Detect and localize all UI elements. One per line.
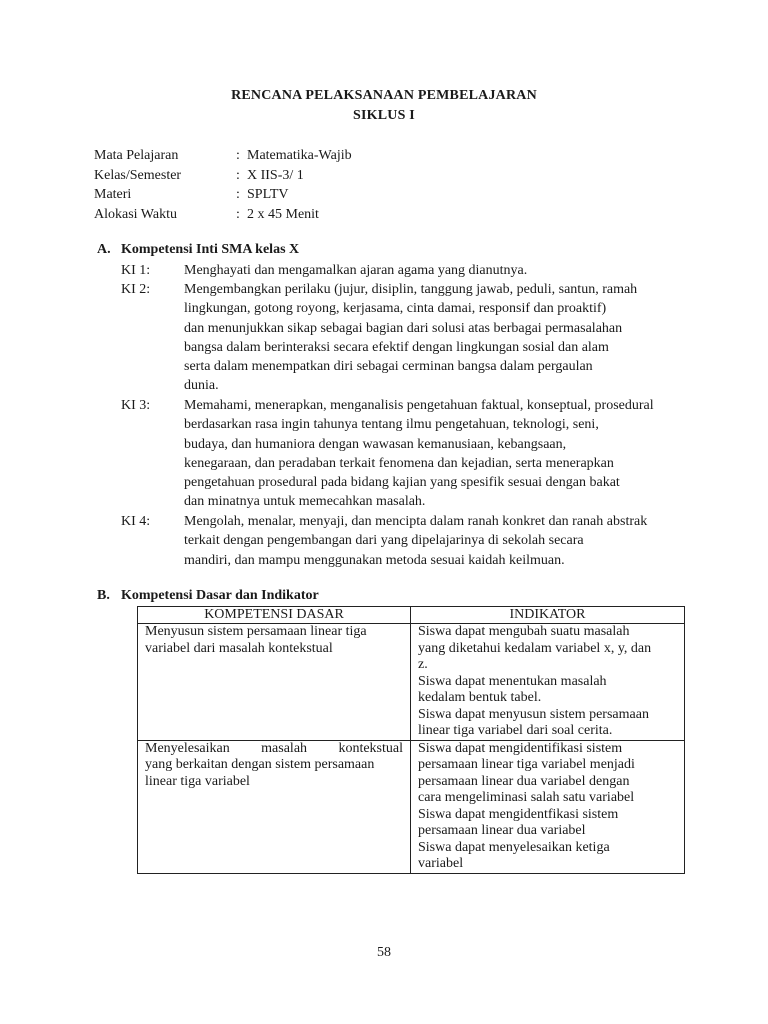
ki-line: bangsa dalam berinteraksi secara efektif dengan lingkungan sosial dan alam <box>184 339 609 355</box>
ki-line: terkait dengan pengembangan dari yang dipelajarinya di sekolah secara <box>184 533 584 549</box>
ki-1 <box>121 261 681 280</box>
info-colon: : <box>236 148 240 163</box>
info-label: Mata Pelajaran <box>94 148 179 163</box>
info-label: Alokasi Waktu <box>94 206 177 222</box>
info-row <box>94 166 352 186</box>
ki-4 <box>121 512 681 570</box>
ki-line: Mengembangkan perilaku (jujur, disiplin, tanggung jawab, peduli, santun, ramah <box>184 282 638 297</box>
ki-line: budaya, dan humaniora dengan wawasan kemanusiaan, kebangsaan, <box>184 436 567 452</box>
ki-line: mandiri, dan mampu menggunakan metoda sesuai kaidah keilmuan. <box>184 552 565 568</box>
info-colon: : <box>236 167 240 183</box>
ki-line: pengetahuan prosedural pada bidang kajian yang spesifik sesuai dengan bakat <box>184 475 620 491</box>
ki-label: KI 2: <box>121 282 151 297</box>
header-indikator: INDIKATOR <box>411 607 685 624</box>
ki-line: berdasarkan rasa ingin tahunya tentang ilmu pengetahuan, teknologi, seni, <box>184 417 599 433</box>
info-label: Kelas/Semester <box>94 167 182 183</box>
info-value: Matematika-Wajib <box>247 148 352 163</box>
cell-line: Siswa dapat menyusun sistem persamaan <box>418 706 649 722</box>
ki-line: serta dalam menempatkan diri sebagai cerminan bangsa dalam pergaulan <box>184 359 593 375</box>
cell-line: linear tiga variabel dari soal cerita. <box>418 723 613 738</box>
ki-line: Memahami, menerapkan, menganalisis pengetahuan faktual, konseptual, prosedural <box>184 398 654 413</box>
ki-line: Mengolah, menalar, menyaji, dan mencipta dalam ranah konkret dan ranah abstrak <box>184 514 648 529</box>
cell-line: Siswa dapat mengidentfikasi sistem <box>418 806 619 822</box>
info-row <box>94 205 352 225</box>
cell-line: Siswa dapat menyelesaikan ketiga <box>418 839 610 855</box>
cell-line: persamaan linear dua variabel dengan <box>418 773 630 789</box>
ki-line: Menghayati dan mengamalkan ajaran agama yang dianutnya. <box>184 263 528 278</box>
cell-line: Menyusun sistem persamaan linear tiga <box>145 624 367 639</box>
ki-label: KI 3: <box>121 398 151 413</box>
ki-2 <box>121 280 681 396</box>
info-label: Materi <box>94 187 132 202</box>
cell-line: z. <box>418 657 428 672</box>
document-subtitle: SIKLUS I <box>353 108 415 123</box>
cell-line: yang diketahui kedalam variabel x, y, dan <box>418 640 652 656</box>
table-row <box>138 740 685 873</box>
document-title: RENCANA PELAKSANAAN PEMBELAJARAN <box>231 88 537 103</box>
ki-line: lingkungan, gotong royong, kerjasama, cinta damai, responsif dan proaktif) <box>184 301 607 317</box>
cell-line: cara mengeliminasi salah satu variabel <box>418 790 635 805</box>
cell-line: Siswa dapat menentukan masalah <box>418 673 607 689</box>
table-row <box>138 624 685 741</box>
cell-line: Siswa dapat mengidentifikasi sistem <box>418 740 623 756</box>
cell-line: persamaan linear dua variabel <box>418 823 586 838</box>
competency-table <box>137 606 685 874</box>
cell-line: kedalam bentuk tabel. <box>418 690 542 705</box>
indikator-cell <box>411 624 685 741</box>
info-colon: : <box>236 187 240 202</box>
indikator-cell <box>411 740 685 873</box>
info-row <box>94 185 352 205</box>
cell-line: variabel dari masalah kontekstual <box>145 640 333 656</box>
ki-line: dan menunjukkan sikap sebagai bagian dari solusi atas berbagai permasalahan <box>184 320 623 336</box>
section-letter: B. <box>97 588 110 603</box>
info-value: X IIS-3/ 1 <box>247 167 304 183</box>
info-colon: : <box>236 206 240 222</box>
ki-3 <box>121 396 681 512</box>
header-kompetensi-dasar: KOMPETENSI DASAR <box>138 607 411 624</box>
section-letter: A. <box>97 242 111 257</box>
ki-label: KI 4: <box>121 514 151 529</box>
ki-line: dunia. <box>184 378 219 394</box>
kd-cell <box>138 740 411 873</box>
info-row <box>94 146 352 166</box>
kd-cell <box>138 624 411 741</box>
ki-label: KI 1: <box>121 263 151 278</box>
ki-line: dan minatnya untuk memecahkan masalah. <box>184 494 426 510</box>
lesson-info <box>94 146 352 224</box>
cell-line: Menyelesaikan masalah kontekstual <box>145 740 403 756</box>
page-number: 58 <box>377 945 391 960</box>
section-title: Kompetensi Inti SMA kelas X <box>121 242 300 257</box>
info-value: SPLTV <box>247 187 289 202</box>
section-title: Kompetensi Dasar dan Indikator <box>121 588 319 603</box>
cell-line: yang berkaitan dengan sistem persamaan <box>145 757 375 772</box>
ki-line: kenegaraan, dan peradaban terkait fenomena dan kejadian, serta menerapkan <box>184 455 614 471</box>
cell-line: Siswa dapat mengubah suatu masalah <box>418 624 630 639</box>
cell-line: variabel <box>418 856 464 871</box>
cell-line: persamaan linear tiga variabel menjadi <box>418 757 635 772</box>
section-a-heading <box>97 242 299 258</box>
cell-line: linear tiga variabel <box>145 773 250 789</box>
info-value: 2 x 45 Menit <box>247 206 319 222</box>
section-b-heading <box>97 588 319 604</box>
table-header-row <box>138 607 685 624</box>
